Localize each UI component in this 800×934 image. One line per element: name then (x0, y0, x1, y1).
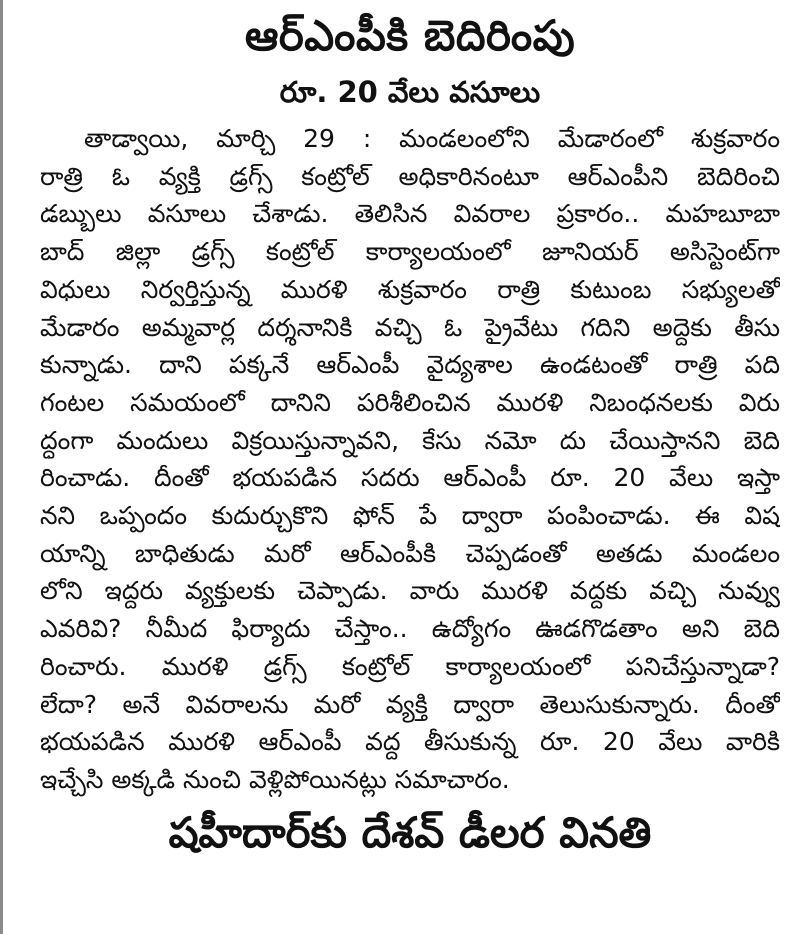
subheadline: రూ. 20 వేలు వసూలు (279, 75, 541, 109)
next-article-headline: షహీదార్‌కు దేశవ్ డీలర వినతి (168, 807, 652, 857)
body-line: లోని ఇద్దరు వ్యక్తులకు చెప్పాడు. వారు మురళి వద్దకు వచ్చి నువ్వు (40, 576, 780, 606)
body-line: నని ఒప్పందం కుదుర్చుకొని ఫోన్ పే ద్వారా పంపించాడు. ఈ విష (40, 501, 780, 531)
body-line: బాద్ జిల్లా డ్రగ్స్ కంట్రోల్ కార్యాలయంలో జూనియర్ అసిస్టెంట్‌గా (40, 237, 780, 267)
body-line: యాన్ని బాధితుడు మరో ఆర్ఎంపీకి చెప్పడంతో అతడు మండలం (40, 538, 780, 568)
body-line: మేడారం అమ్మవార్ల దర్శనానికి వచ్చి ఓ ప్రైవేటు గదిని అద్దెకు తీసు (40, 312, 780, 342)
headline: ఆర్ఎంపీకి బెదిరింపు (244, 11, 576, 60)
body-line: ఇచ్చేసి అక్కడి నుంచి వెళ్లిపోయినట్లు సమాచారం. (40, 764, 510, 794)
body-line: డబ్బులు వసూలు చేశాడు. తెలిసిన వివరాల ప్రకారం.. మహబూబా (40, 199, 780, 229)
body-line: కున్నాడు. దాని పక్కనే ఆర్ఎంపీ వైద్యశాల ఉండటంతో రాత్రి పది (40, 350, 780, 380)
body-line: విధులు నిర్వర్తిస్తున్న మురళి శుక్రవారం రాత్రి కుటుంబ సభ్యులతో (40, 274, 780, 304)
body-line: తాడ్వాయి, మార్చి 29 : మండలంలోని మేడారంలో శుక్రవారం (84, 124, 780, 153)
body-line: లేదా? అనే వివరాలను మరో వ్యక్తి ద్వారా తెలుసుకున్నారు. దీంతో (40, 689, 780, 719)
body-line: ద్ధంగా మందులు విక్రయిస్తున్నావని, కేసు నమో దు చేయిస్తానని బెది (40, 425, 780, 455)
column-rule (0, 0, 3, 934)
body-line: భయపడిన మురళి ఆర్ఎంపీ వద్ద తీసుకున్న రూ. 20 వేలు వారికి (40, 727, 780, 757)
newspaper-clipping (40, 0, 780, 934)
body-line: ఎవరివి? నీమీద ఫిర్యాదు చేస్తాం.. ఉద్యోగం ఊడగొడతాం అని బెది (40, 614, 780, 644)
body-line: రించారు. మురళి డ్రగ్స్ కంట్రోల్ కార్యాలయంలో పనిచేస్తున్నాడా? (40, 651, 780, 681)
body-line: గంటల సమయంలో దానిని పరిశీలించిన మురళి నిబంధనలకు విరు (40, 387, 780, 417)
article-body (40, 120, 780, 799)
body-line: రాత్రి ఓ వ్యక్తి డ్రగ్స్ కంట్రోల్ అధికారినంటూ ఆర్ఎంపీని బెదిరించి (40, 161, 780, 191)
body-line: రించాడు. దీంతో భయపడిన సదరు ఆర్ఎంపీ రూ. 20 వేలు ఇస్తా (40, 463, 780, 493)
